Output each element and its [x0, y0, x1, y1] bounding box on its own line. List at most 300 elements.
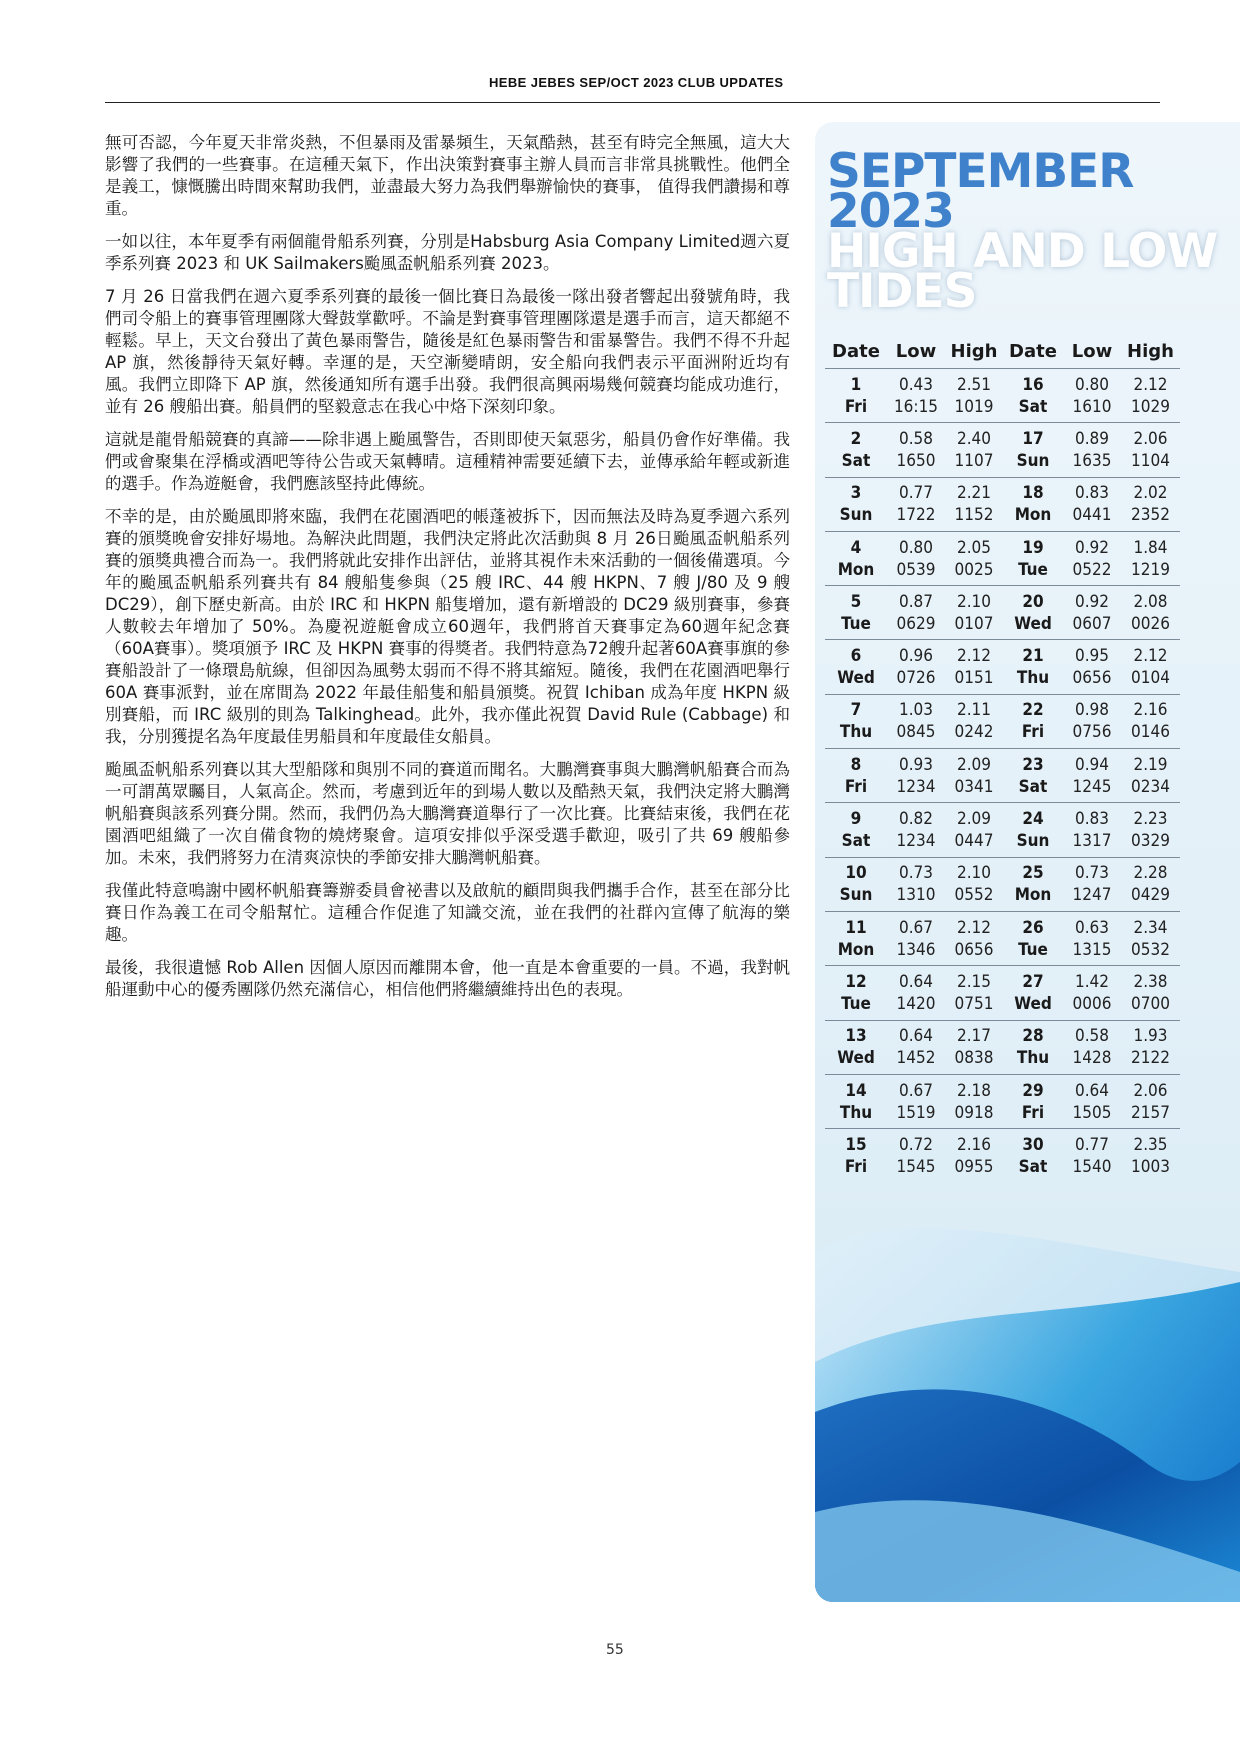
low-cell-top: 0.73 — [1074, 863, 1110, 884]
high-cell-bottom: 1003 — [1131, 1156, 1170, 1177]
date-cell-bottom: Tue — [1018, 939, 1048, 960]
low-cell-top: 0.89 — [1074, 428, 1110, 449]
date-cell — [1003, 532, 1063, 585]
date-cell — [1003, 1021, 1063, 1074]
date-cell-bottom: Fri — [1021, 1102, 1045, 1123]
date-cell-top: 11 — [845, 917, 867, 938]
high-cell — [945, 966, 1003, 1019]
tide-table-body — [825, 368, 1180, 1182]
high-cell-top: 1.93 — [1133, 1026, 1168, 1047]
title-line: HIGH AND LOW — [827, 224, 1218, 279]
date-cell-bottom: Sun — [839, 505, 873, 526]
high-cell — [1121, 1075, 1180, 1128]
low-cell-bottom: 0522 — [1072, 559, 1112, 580]
high-cell — [945, 695, 1003, 748]
low-cell-top: 0.64 — [898, 1026, 934, 1047]
low-cell-bottom: 1635 — [1072, 450, 1112, 471]
date-cell-bottom: Fri — [1021, 722, 1045, 743]
high-cell-bottom: 2352 — [1131, 505, 1170, 526]
high-cell — [945, 640, 1003, 693]
table-row — [825, 857, 1180, 911]
paragraph: 我僅此特意鳴謝中國杯帆船賽籌辦委員會祕書以及啟航的顧問與我們攜手合作，甚至在部分比賽日作為義工在司令船幫忙。這種合作促進了知識交流，並在我們的社群內宣傳了航海的樂趣。 — [105, 881, 790, 944]
low-cell — [887, 858, 945, 911]
date-cell-bottom: Thu — [1016, 668, 1050, 689]
high-cell-bottom: 0955 — [954, 1156, 994, 1177]
low-cell — [1063, 749, 1121, 802]
low-cell-top: 0.77 — [1074, 1134, 1110, 1155]
high-cell — [1121, 369, 1180, 422]
high-cell-top: 2.12 — [956, 917, 992, 938]
date-cell-bottom: Tue — [841, 613, 871, 634]
high-cell-bottom: 1219 — [1131, 559, 1170, 580]
high-cell — [945, 803, 1003, 856]
date-cell-bottom: Fri — [844, 1156, 868, 1177]
date-cell — [1003, 695, 1063, 748]
high-cell-top: 2.21 — [956, 483, 992, 504]
low-cell — [1063, 423, 1121, 476]
low-cell-top: 1.42 — [1074, 971, 1110, 992]
high-cell-top: 2.05 — [956, 537, 992, 558]
low-cell-bottom: 1722 — [896, 505, 936, 526]
date-cell — [825, 1129, 887, 1182]
low-cell — [887, 1075, 945, 1128]
date-cell — [1003, 1129, 1063, 1182]
high-cell-bottom: 2157 — [1131, 1102, 1170, 1123]
low-cell-bottom: 0539 — [896, 559, 936, 580]
date-cell — [1003, 369, 1063, 422]
date-cell-top: 30 — [1022, 1134, 1044, 1155]
low-cell-top: 0.67 — [898, 1080, 934, 1101]
paragraph: 無可否認，今年夏天非常炎熱，不但暴雨及雷暴頻生，天氣酷熱，甚至有時完全無風，這大大影響了我們的一些賽事。在這種天氣下，作出決策對賽事主辦人員而言非常具挑戰性。他們全是義工，慷慨騰出時間來幫助我們，並盡最大努力為我們舉辦愉快的賽事， 值得我們讚揚和尊重。 — [105, 133, 790, 218]
high-cell — [1121, 532, 1180, 585]
high-cell-top: 2.09 — [956, 754, 992, 775]
low-cell-top: 0.64 — [1074, 1080, 1110, 1101]
low-cell — [1063, 478, 1121, 531]
date-cell — [1003, 749, 1063, 802]
low-cell — [887, 803, 945, 856]
date-cell-top: 15 — [845, 1134, 867, 1155]
date-cell — [825, 478, 887, 531]
date-cell — [825, 369, 887, 422]
low-cell — [1063, 912, 1121, 965]
high-cell-bottom: 0751 — [954, 993, 994, 1014]
date-cell — [825, 966, 887, 1019]
date-cell — [825, 532, 887, 585]
table-row — [825, 477, 1180, 531]
date-cell-top: 28 — [1022, 1026, 1044, 1047]
tide-panel — [815, 122, 1240, 1602]
low-cell-top: 0.43 — [898, 374, 934, 395]
high-cell-top: 2.10 — [956, 863, 992, 884]
high-cell — [1121, 858, 1180, 911]
date-cell-bottom: Sun — [1016, 450, 1050, 471]
low-cell-top: 0.94 — [1074, 754, 1110, 775]
date-cell-top: 10 — [845, 863, 867, 884]
date-cell — [825, 640, 887, 693]
date-cell-top: 3 — [850, 483, 862, 504]
date-cell-bottom: Sat — [1018, 776, 1048, 797]
table-row — [825, 422, 1180, 476]
date-cell-top: 25 — [1022, 863, 1044, 884]
date-cell-top: 14 — [845, 1080, 867, 1101]
low-cell-top: 0.73 — [898, 863, 934, 884]
column-header: High — [950, 340, 998, 362]
high-cell-top: 2.12 — [956, 646, 992, 667]
date-cell-bottom: Wed — [837, 668, 875, 689]
page-header — [105, 72, 1160, 103]
high-cell-bottom: 0234 — [1131, 776, 1170, 797]
low-cell — [887, 1129, 945, 1182]
title-line: SEPTEMBER — [827, 144, 1134, 199]
date-cell-bottom: Wed — [1014, 613, 1052, 634]
low-cell-bottom: 1420 — [896, 993, 936, 1014]
low-cell-top: 0.92 — [1074, 591, 1110, 612]
date-cell-bottom: Tue — [841, 993, 871, 1014]
high-cell — [945, 1075, 1003, 1128]
low-cell-bottom: 1540 — [1072, 1156, 1112, 1177]
tide-table — [825, 334, 1180, 1182]
low-cell-top: 0.95 — [1074, 646, 1110, 667]
low-cell — [887, 1021, 945, 1074]
table-row — [825, 585, 1180, 639]
date-cell — [825, 1021, 887, 1074]
low-cell-bottom: 0726 — [896, 668, 936, 689]
table-row — [825, 368, 1180, 422]
high-cell-bottom: 0656 — [954, 939, 994, 960]
low-cell — [1063, 803, 1121, 856]
date-cell-bottom: Fri — [844, 396, 868, 417]
high-cell-bottom: 0700 — [1131, 993, 1170, 1014]
high-cell — [1121, 640, 1180, 693]
low-cell-top: 0.83 — [1074, 809, 1110, 830]
date-cell-top: 9 — [850, 809, 862, 830]
low-cell-top: 0.63 — [1074, 917, 1110, 938]
low-cell-bottom: 1650 — [896, 450, 936, 471]
low-cell-bottom: 1317 — [1072, 831, 1112, 852]
header-title: HEBE JEBES SEP/OCT 2023 CLUB UPDATES — [489, 75, 784, 90]
date-cell-bottom: Sat — [1018, 1156, 1048, 1177]
high-cell-bottom: 0025 — [954, 559, 994, 580]
paragraph: 最後，我很遺憾 Rob Allen 因個人原因而離開本會，他一直是本會重要的一員。不過，我對帆船運動中心的優秀團隊仍然充滿信心，相信他們將繼續維持出色的表現。 — [105, 958, 790, 999]
date-cell-top: 1 — [850, 374, 862, 395]
high-cell — [945, 478, 1003, 531]
date-cell — [825, 586, 887, 639]
date-cell-bottom: Fri — [844, 776, 868, 797]
date-cell — [825, 749, 887, 802]
high-cell — [945, 532, 1003, 585]
date-cell-top: 24 — [1022, 809, 1044, 830]
high-cell-top: 1.84 — [1133, 537, 1168, 558]
date-cell — [825, 695, 887, 748]
high-cell — [1121, 966, 1180, 1019]
high-cell — [945, 423, 1003, 476]
date-cell-top: 23 — [1022, 754, 1044, 775]
high-cell-top: 2.02 — [1133, 483, 1168, 504]
date-cell — [1003, 966, 1063, 1019]
column-header: Date — [1009, 340, 1057, 362]
low-cell — [887, 369, 945, 422]
date-cell-bottom: Tue — [1018, 559, 1048, 580]
low-cell — [887, 423, 945, 476]
wave-graphic — [815, 1212, 1240, 1602]
table-row — [825, 694, 1180, 748]
high-cell — [945, 1021, 1003, 1074]
high-cell-top: 2.16 — [1133, 700, 1168, 721]
high-cell-top: 2.38 — [1133, 971, 1168, 992]
date-cell-top: 8 — [850, 754, 862, 775]
low-cell — [887, 586, 945, 639]
low-cell — [887, 749, 945, 802]
date-cell-top: 29 — [1022, 1080, 1044, 1101]
date-cell-bottom: Mon — [837, 939, 875, 960]
high-cell — [945, 1129, 1003, 1182]
date-cell — [1003, 478, 1063, 531]
low-cell-bottom: 0756 — [1072, 722, 1112, 743]
high-cell-top: 2.08 — [1133, 591, 1168, 612]
low-cell-bottom: 0441 — [1072, 505, 1112, 526]
low-cell-top: 0.64 — [898, 971, 934, 992]
low-cell-top: 0.72 — [898, 1134, 934, 1155]
high-cell-bottom: 0447 — [954, 831, 994, 852]
low-cell-bottom: 1346 — [896, 939, 936, 960]
high-cell — [1121, 803, 1180, 856]
date-cell-top: 16 — [1022, 374, 1044, 395]
low-cell-top: 0.87 — [898, 591, 934, 612]
title-line: TIDES — [827, 264, 977, 319]
low-cell-bottom: 1428 — [1072, 1048, 1112, 1069]
high-cell-bottom: 0429 — [1131, 885, 1170, 906]
low-cell-bottom: 1519 — [896, 1102, 936, 1123]
table-row — [825, 531, 1180, 585]
high-cell — [945, 912, 1003, 965]
date-cell-top: 2 — [850, 428, 862, 449]
low-cell-bottom: 1234 — [896, 776, 936, 797]
low-cell-top: 0.67 — [898, 917, 934, 938]
date-cell-top: 20 — [1022, 591, 1044, 612]
article-body — [105, 132, 790, 1012]
date-cell-bottom: Wed — [1014, 993, 1052, 1014]
low-cell — [1063, 966, 1121, 1019]
low-cell-top: 0.58 — [898, 428, 934, 449]
high-cell-top: 2.11 — [956, 700, 992, 721]
low-cell — [1063, 1021, 1121, 1074]
high-cell-top: 2.28 — [1133, 863, 1168, 884]
date-cell — [1003, 858, 1063, 911]
low-cell-top: 0.58 — [1074, 1026, 1110, 1047]
date-cell-top: 19 — [1022, 537, 1044, 558]
date-cell-bottom: Mon — [837, 559, 875, 580]
high-cell-top: 2.34 — [1133, 917, 1168, 938]
high-cell-bottom: 1029 — [1131, 396, 1170, 417]
high-cell-top: 2.12 — [1133, 646, 1168, 667]
low-cell-bottom: 1452 — [896, 1048, 936, 1069]
high-cell-top: 2.40 — [956, 428, 992, 449]
low-cell — [887, 695, 945, 748]
high-cell-top: 2.10 — [956, 591, 992, 612]
table-row — [825, 965, 1180, 1019]
low-cell — [1063, 858, 1121, 911]
column-header: Date — [832, 340, 880, 362]
date-cell — [1003, 586, 1063, 639]
high-cell-top: 2.17 — [956, 1026, 992, 1047]
high-cell-top: 2.15 — [956, 971, 992, 992]
high-cell-top: 2.23 — [1133, 809, 1168, 830]
low-cell-bottom: 1545 — [896, 1156, 936, 1177]
low-cell-bottom: 1610 — [1072, 396, 1112, 417]
date-cell-bottom: Sun — [1016, 831, 1050, 852]
high-cell-top: 2.12 — [1133, 374, 1168, 395]
low-cell-top: 0.83 — [1074, 483, 1110, 504]
low-cell — [1063, 640, 1121, 693]
high-cell-bottom: 0242 — [954, 722, 994, 743]
high-cell-bottom: 0341 — [954, 776, 994, 797]
date-cell-bottom: Mon — [1014, 505, 1052, 526]
table-row — [825, 639, 1180, 693]
paragraph: 這就是龍骨船競賽的真諦——除非遇上颱風警告，否則即使天氣惡劣，船員仍會作好準備。我們或會聚集在浮橋或酒吧等待公告或天氣轉晴。這種精神需要延續下去，並傳承給年輕或新進的選手。作為遊艇會，我們應該堅持此傳統。 — [105, 430, 790, 493]
date-cell-top: 13 — [845, 1026, 867, 1047]
high-cell-top: 2.35 — [1133, 1134, 1168, 1155]
high-cell-top: 2.16 — [956, 1134, 992, 1155]
low-cell — [1063, 1075, 1121, 1128]
high-cell — [1121, 1021, 1180, 1074]
date-cell-bottom: Thu — [1016, 1048, 1050, 1069]
date-cell — [1003, 803, 1063, 856]
low-cell-bottom: 1234 — [896, 831, 936, 852]
low-cell — [1063, 695, 1121, 748]
high-cell-bottom: 0329 — [1131, 831, 1170, 852]
high-cell-bottom: 1152 — [954, 505, 994, 526]
low-cell-bottom: 1247 — [1072, 885, 1112, 906]
high-cell-bottom: 0552 — [954, 885, 994, 906]
date-cell — [825, 858, 887, 911]
high-cell — [1121, 912, 1180, 965]
high-cell-bottom: 0151 — [954, 668, 994, 689]
high-cell-bottom: 2122 — [1131, 1048, 1170, 1069]
low-cell-top: 0.96 — [898, 646, 934, 667]
high-cell — [945, 369, 1003, 422]
date-cell-top: 21 — [1022, 646, 1044, 667]
date-cell-bottom: Thu — [839, 722, 873, 743]
date-cell — [825, 803, 887, 856]
table-row — [825, 1128, 1180, 1182]
page-number: 55 — [606, 1642, 624, 1658]
date-cell-bottom: Thu — [839, 1102, 873, 1123]
date-cell — [1003, 423, 1063, 476]
low-cell-bottom: 1245 — [1072, 776, 1112, 797]
paragraph: 不幸的是，由於颱風即將來臨，我們在花園酒吧的帳蓬被拆下，因而無法及時為夏季週六系列賽的頒獎晚會安排好場地。為解決此問題，我們決定將此次活動與 8 月 26日颱風盃帆船系列賽的頒獎典禮合而為一。我們將就此安排作出評估，並將其視作未來活動的一個後備選項。今年的颱風盃帆船系列賽共有 84 艘船隻參與（25 艘 IRC、44 艘 HKPN、7 艘 J/80 及 9 艘 DC29），創下歷史新高。由於 IRC 和 HKPN 船隻增加，還有新增設的 DC29 級別賽事，參賽人數較去年增加了 50%。為慶祝遊艇會成立60週年，我們將首天賽事定為60週年紀念賽（60A賽事）。獎項頒予 IRC 及 HKPN 賽事的得獎者。我們特意為72艘升起著60A賽事旗的參賽船設計了一條環島航線，但卻因為風勢太弱而不得不將其縮短。隨後，我們在花園酒吧舉行 60A 賽事派對，並在席間為 2022 年最佳船隻和船員頒獎。祝賀 Ichiban 成為年度 HKPN 級別賽船，而 IRC 級別的則為 Talkinghead。此外，我亦僅此祝賀 David Rule (Cabbage) 和我，分別獲提名為年度最佳男船員和年度最佳女船員。 — [105, 507, 790, 746]
date-cell-top: 22 — [1022, 700, 1044, 721]
low-cell-bottom: 0845 — [896, 722, 936, 743]
low-cell — [1063, 1129, 1121, 1182]
low-cell — [1063, 532, 1121, 585]
tide-table-header — [825, 334, 1180, 368]
date-cell-bottom: Wed — [837, 1048, 875, 1069]
low-cell-top: 0.80 — [898, 537, 934, 558]
high-cell — [1121, 1129, 1180, 1182]
low-cell-top: 0.80 — [1074, 374, 1110, 395]
title-line: 2023 — [827, 184, 954, 239]
low-cell-top: 0.92 — [1074, 537, 1110, 558]
column-header: Low — [1071, 340, 1113, 362]
date-cell-top: 4 — [850, 537, 862, 558]
high-cell-bottom: 0104 — [1131, 668, 1170, 689]
high-cell — [1121, 478, 1180, 531]
date-cell-bottom: Sat — [841, 831, 871, 852]
tide-title — [827, 144, 1218, 319]
low-cell-top: 0.82 — [898, 809, 934, 830]
table-row — [825, 1020, 1180, 1074]
date-cell — [1003, 912, 1063, 965]
date-cell-top: 27 — [1022, 971, 1044, 992]
date-cell-top: 26 — [1022, 917, 1044, 938]
date-cell — [825, 1075, 887, 1128]
date-cell-top: 18 — [1022, 483, 1044, 504]
low-cell-bottom: 1505 — [1072, 1102, 1112, 1123]
high-cell — [1121, 749, 1180, 802]
column-header: Low — [895, 340, 937, 362]
high-cell-top: 2.09 — [956, 809, 992, 830]
high-cell-top: 2.06 — [1133, 1080, 1168, 1101]
low-cell-bottom: 0006 — [1072, 993, 1112, 1014]
high-cell — [1121, 423, 1180, 476]
date-cell-top: 7 — [850, 700, 862, 721]
paragraph: 7 月 26 日當我們在週六夏季系列賽的最後一個比賽日為最後一隊出發者響起出發號角時，我們司令船上的賽事管理團隊大聲鼓掌歡呼。不論是對賽事管理團隊還是選手而言，這天都絕不輕鬆。早上，天文台發出了黃色暴雨警告，隨後是紅色暴雨警告和雷暴警告。我們不得不升起 AP 旗，然後靜待天氣好轉。幸運的是，天空漸變晴朗，安全船向我們表示平面洲附近均有風。我們立即降下 AP 旗，然後通知所有選手出發。我們很高興兩場幾何競賽均能成功進行，並有 26 艘船出賽。船員們的堅毅意志在我心中烙下深刻印象。 — [105, 287, 790, 416]
column-header: High — [1127, 340, 1174, 362]
low-cell — [1063, 586, 1121, 639]
date-cell-bottom: Sat — [1018, 396, 1048, 417]
low-cell — [887, 912, 945, 965]
low-cell — [887, 478, 945, 531]
low-cell-bottom: 16:15 — [893, 396, 939, 417]
date-cell — [1003, 1075, 1063, 1128]
table-row — [825, 748, 1180, 802]
table-row — [825, 802, 1180, 856]
high-cell — [945, 749, 1003, 802]
high-cell-bottom: 1107 — [954, 450, 994, 471]
date-cell-top: 5 — [850, 591, 862, 612]
high-cell-bottom: 1019 — [954, 396, 994, 417]
high-cell-top: 2.19 — [1133, 754, 1168, 775]
low-cell — [1063, 369, 1121, 422]
date-cell — [825, 423, 887, 476]
paragraph: 颱風盃帆船系列賽以其大型船隊和與別不同的賽道而聞名。大鵬灣賽事與大鵬灣帆船賽合而為一可謂萬眾矚目，人氣高企。然而，考慮到近年的到場人數以及酷熱天氣，我們決定將大鵬灣帆船賽與該系列賽分開。然而，我們仍為大鵬灣賽道舉行了一次比賽。比賽結束後，我們在花園酒吧組織了一次自備食物的燒烤聚會。這項安排似乎深受選手歡迎，吸引了共 69 艘船參加。未來，我們將努力在清爽涼快的季節安排大鵬灣帆船賽。 — [105, 760, 790, 867]
low-cell-bottom: 0629 — [896, 613, 936, 634]
high-cell — [1121, 695, 1180, 748]
high-cell-top: 2.51 — [956, 374, 992, 395]
high-cell-top: 2.06 — [1133, 428, 1168, 449]
table-row — [825, 911, 1180, 965]
high-cell-bottom: 0532 — [1131, 939, 1170, 960]
low-cell-top: 0.98 — [1074, 700, 1110, 721]
high-cell-bottom: 1104 — [1131, 450, 1170, 471]
high-cell-top: 2.18 — [956, 1080, 992, 1101]
paragraph: 一如以往，本年夏季有兩個龍骨船系列賽，分別是Habsburg Asia Company Limited週六夏季系列賽 2023 和 UK Sailmakers颱風盃帆船系列賽 2023。 — [105, 232, 790, 273]
date-cell-bottom: Sat — [841, 450, 871, 471]
high-cell — [945, 586, 1003, 639]
low-cell — [887, 966, 945, 1019]
low-cell-top: 0.93 — [898, 754, 934, 775]
low-cell — [887, 532, 945, 585]
table-row — [825, 1074, 1180, 1128]
high-cell — [1121, 586, 1180, 639]
date-cell-bottom: Sun — [839, 885, 873, 906]
low-cell-bottom: 0607 — [1072, 613, 1112, 634]
date-cell-top: 12 — [845, 971, 867, 992]
high-cell-bottom: 0026 — [1131, 613, 1170, 634]
low-cell-bottom: 1315 — [1072, 939, 1112, 960]
high-cell-bottom: 0146 — [1131, 722, 1170, 743]
high-cell-bottom: 0107 — [954, 613, 994, 634]
